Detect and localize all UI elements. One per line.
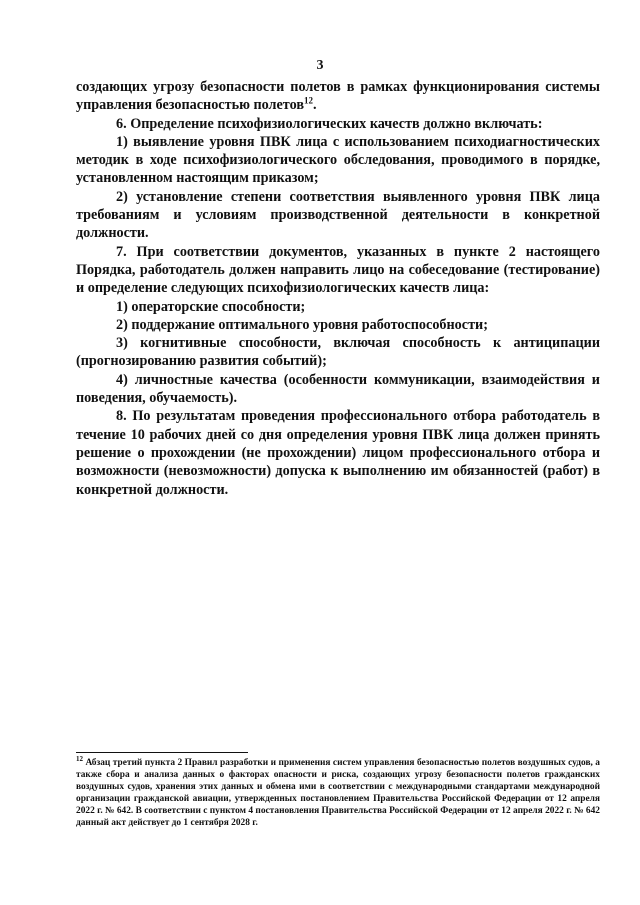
paragraph-subitem-7-3: 3) когнитивные способности, включая способность к антиципации (прогнозированию развития событий); bbox=[76, 335, 600, 370]
paragraph-item-7: 7. При соответствии документов, указанных в пункте 2 настоящего Порядка, работодатель должен направить лицо на собеседование (тестирование) и определение следующих психофизиологических качеств лица: bbox=[76, 243, 600, 297]
paragraph-subitem-7-2: 2) поддержание оптимального уровня работоспособности; bbox=[116, 316, 488, 333]
paragraph-end: . bbox=[312, 97, 317, 114]
footnote bbox=[76, 754, 600, 830]
footnote-reference[interactable]: 12 bbox=[303, 95, 313, 106]
paragraph-subitem-7-1: 1) операторские способности; bbox=[116, 298, 306, 315]
footnote-marker: 12 bbox=[76, 754, 83, 763]
paragraph-subitem-6-2: 2) установление степени соответствия выявленного уровня ПВК лица требованиям и условиям производственной деятельности в конкретной должности. bbox=[76, 188, 600, 242]
paragraph-subitem-6-1: 1) выявление уровня ПВК лица с использованием психодиагностических методик в ходе психофизиологического обследования, проводимого в порядке, установленном настоящим приказом; bbox=[76, 133, 600, 187]
paragraph-item-8: 8. По результатам проведения профессионального отбора работодатель в течение 10 рабочих дней со дня определения уровня ПВК лица должен принять решение о прохождении (не прохождении) лицом профессионального отбора и возможности (невозможности) допуска к выполнению им обязанностей (работ) в конкретной должности. bbox=[76, 408, 600, 498]
paragraph-item-6: 6. Определение психофизиологических качеств должно включать: bbox=[116, 115, 543, 132]
document-body bbox=[76, 78, 600, 499]
page-number: 3 bbox=[316, 58, 324, 73]
footnote-text: Абзац третий пункта 2 Правил разработки и применения систем управления безопасностью полетов воздушных судов, а также сбора и анализа данных о факторах опасности и риска, создающих угрозу безопасности полетов гражданских воздушных судов, хранения этих данных и обмена ими в соответствии с международными стандартами международной организации гражданской авиации, утвержденных постановлением Правительства Российской Федерации от 12 апреля 2022 г. № 642. В соответствии с пунктом 4 постановления Правительства Российской Федерации от 12 апреля 2022 г. № 642 данный акт действует до 1 сентября 2028 г. bbox=[76, 758, 600, 829]
paragraph-continuation bbox=[76, 78, 600, 115]
footnote-divider bbox=[76, 752, 248, 753]
paragraph-subitem-7-4: 4) личностные качества (особенности коммуникации, взаимодействия и поведения, обучаемость). bbox=[76, 371, 600, 407]
paragraph-text: создающих угрозу безопасности полетов в рамках функционирования системы управления безопасностью полетов bbox=[76, 79, 600, 114]
